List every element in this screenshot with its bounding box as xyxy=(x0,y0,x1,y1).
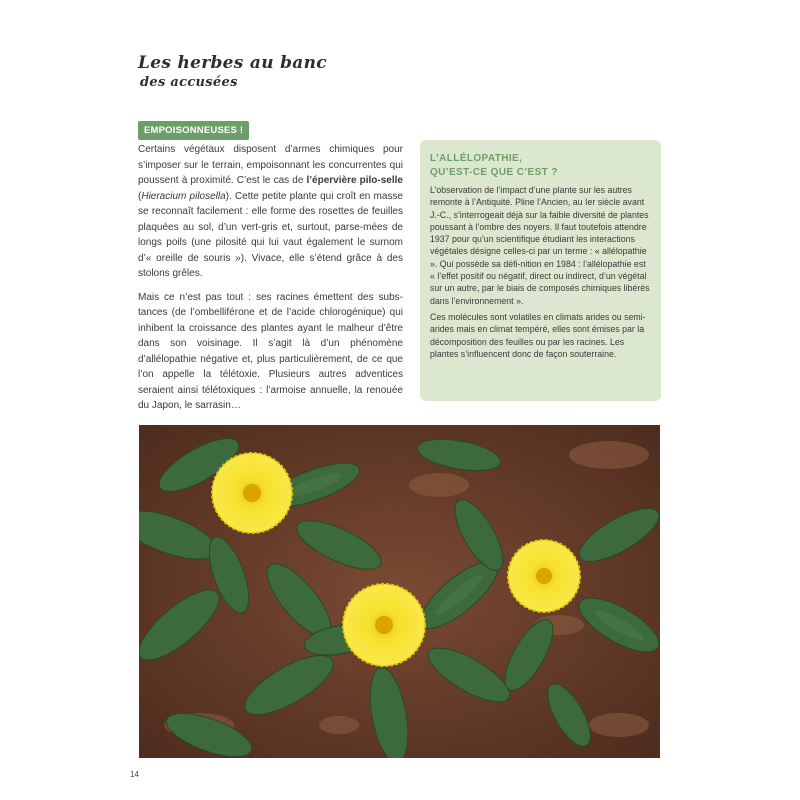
highlight-plant-name: l’épervière pilo-selle xyxy=(306,175,403,186)
latin-name: Hieracium pilosella xyxy=(141,190,226,202)
sidebar-paragraph-2: Ces molécules sont volatiles en climats arides ou semi-arides mais en climat tempéré, elles sont émises par la décomposition des feuilles ou par les racines. Les plantes s’influencent donc de façon souterraine. xyxy=(430,311,646,359)
page-title: Les herbes au banc xyxy=(138,53,327,73)
paragraph-1-rest: ). Cette petite plante qui croît en masse se reconnaît facilement : elle forme des rosettes de feuilles plaquées au sol, d’un vert-gris et, surtout, parse-mées de longs poils (une pilosité qui lui vaut également le surnom d’« oreille de souris »). Vivace, elle s’étend grâce à des stolons grêles. xyxy=(138,190,403,279)
photo-hawkweed-flowers xyxy=(139,425,660,758)
sidebar-title-line-1: L’ALLÉLOPATHIE, xyxy=(430,153,523,164)
paragraph-1-intro: Certains végétaux disposent d’armes chimiques pour s’imposer sur le terrain, empoisonnant les concurrentes qui poussent à proximité. C’est le cas de xyxy=(138,144,403,186)
info-sidebar xyxy=(420,140,661,401)
paragraph-1 xyxy=(138,142,403,282)
photo-illustration xyxy=(139,425,660,758)
sidebar-title-line-2: QU’EST-CE QUE C’EST ? xyxy=(430,167,558,178)
main-text-column xyxy=(138,142,403,422)
section-badge: EMPOISONNEUSES ! xyxy=(138,121,249,140)
page-number: 14 xyxy=(130,770,139,779)
sidebar-title xyxy=(430,152,651,180)
page-subtitle: des accusées xyxy=(140,75,238,90)
paragraph-2: Mais ce n’est pas tout : ses racines émettent des subs-tances (de l’ombelliférone et de l’acide chlorogénique) qui inhibent la croissance des plantes ayant le malheur d’être dans son voisinage. Il s’agit là d’un phénomène d’allélopathie négative et, plus particulièrement, de ce que l’on appelle la télétoxie. Plusieurs autres adventices seraient ainsi télétoxiques : l’armoise annuelle, la renouée du Japon, le sarrasin… xyxy=(138,291,403,411)
sidebar-paragraph-1: L’observation de l’impact d’une plante sur les autres remonte à l’Antiquité. Pline l’Ancien, au Ier siècle avant J.-C., s’interrogeait déjà sur la faible diversité de plantes poussant à l’ombre des noyers. Il faut toutefois attendre 1937 pour qu’un scientifique étudiant les interactions végétales désigne celles-ci par un terme : « allélopathie ». Qui possède sa défi-nition en 1984 : l’allélopathie est « l’effet positif ou négatif, direct ou indirect, d’un végétal sur un autre, par le biais de composés chimiques libérés dans l’environnement ». xyxy=(430,185,650,306)
paragraph-1-paren: ( xyxy=(138,190,142,202)
